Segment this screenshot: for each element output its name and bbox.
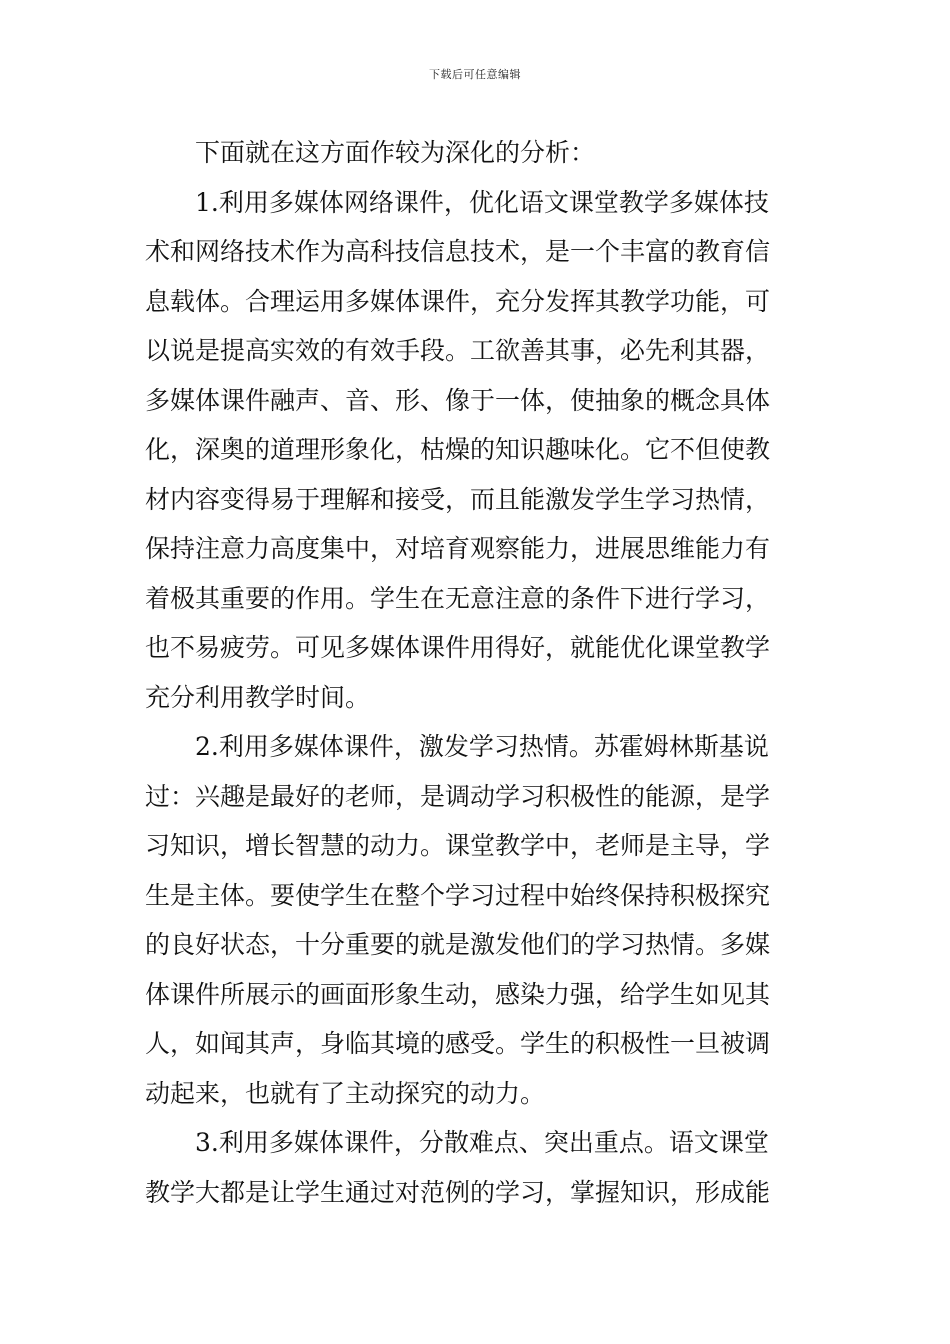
- text-line: 充分利用教学时间。: [145, 682, 371, 712]
- text-line: 3.利用多媒体课件，分散难点、突出重点。语文课堂: [195, 1128, 769, 1157]
- text-line: 1.利用多媒体网络课件，优化语文课堂教学多媒体技: [195, 187, 769, 217]
- text-line: 教学大都是让学生通过对范例的学习，掌握知识，形成能: [145, 1177, 771, 1207]
- text-line: 多媒体课件融声、音、形、像于一体，使抽象的概念具体: [145, 385, 771, 415]
- text-line: 以说是提高实效的有效手段。工欲善其事，必先利其器，: [145, 336, 771, 365]
- text-line: 习知识，增长智慧的动力。课堂教学中，老师是主导，学: [145, 831, 771, 860]
- text-line: 2.利用多媒体课件，激发学习热情。苏霍姆林斯基说: [195, 732, 769, 761]
- text-line: 的良好状态，十分重要的就是激发他们的学习热情。多媒: [145, 930, 771, 959]
- page-header: 下载后可任意编辑: [429, 68, 521, 81]
- text-line: 材内容变得易于理解和接受，而且能激发学生学习热情，: [145, 484, 771, 514]
- text-line: 也不易疲劳。可见多媒体课件用得好，就能优化课堂教学: [145, 633, 771, 662]
- text-line: 下面就在这方面作较为深化的分析：: [195, 138, 596, 167]
- text-line: 生是主体。要使学生在整个学习过程中始终保持积极探究: [145, 880, 771, 910]
- text-line: 保持注意力高度集中，对培育观察能力，进展思维能力有: [145, 534, 771, 563]
- text-line: 过：兴趣是最好的老师，是调动学习积极性的能源，是学: [145, 781, 771, 811]
- body-text: [145, 128, 810, 1217]
- text-line: 着极其重要的作用。学生在无意注意的条件下进行学习，: [145, 583, 771, 613]
- text-line: 动起来，也就有了主动探究的动力。: [145, 1078, 546, 1108]
- text-line: 体课件所展示的画面形象生动，感染力强，给学生如见其: [145, 979, 771, 1009]
- text-line: 术和网络技术作为高科技信息技术，是一个丰富的教育信: [145, 237, 771, 266]
- text-line: 息载体。合理运用多媒体课件，充分发挥其教学功能，可: [145, 286, 771, 316]
- text-line: 化，深奥的道理形象化，枯燥的知识趣味化。它不但使教: [145, 435, 771, 464]
- text-line: 人，如闻其声，身临其境的感受。学生的积极性一旦被调: [145, 1029, 771, 1058]
